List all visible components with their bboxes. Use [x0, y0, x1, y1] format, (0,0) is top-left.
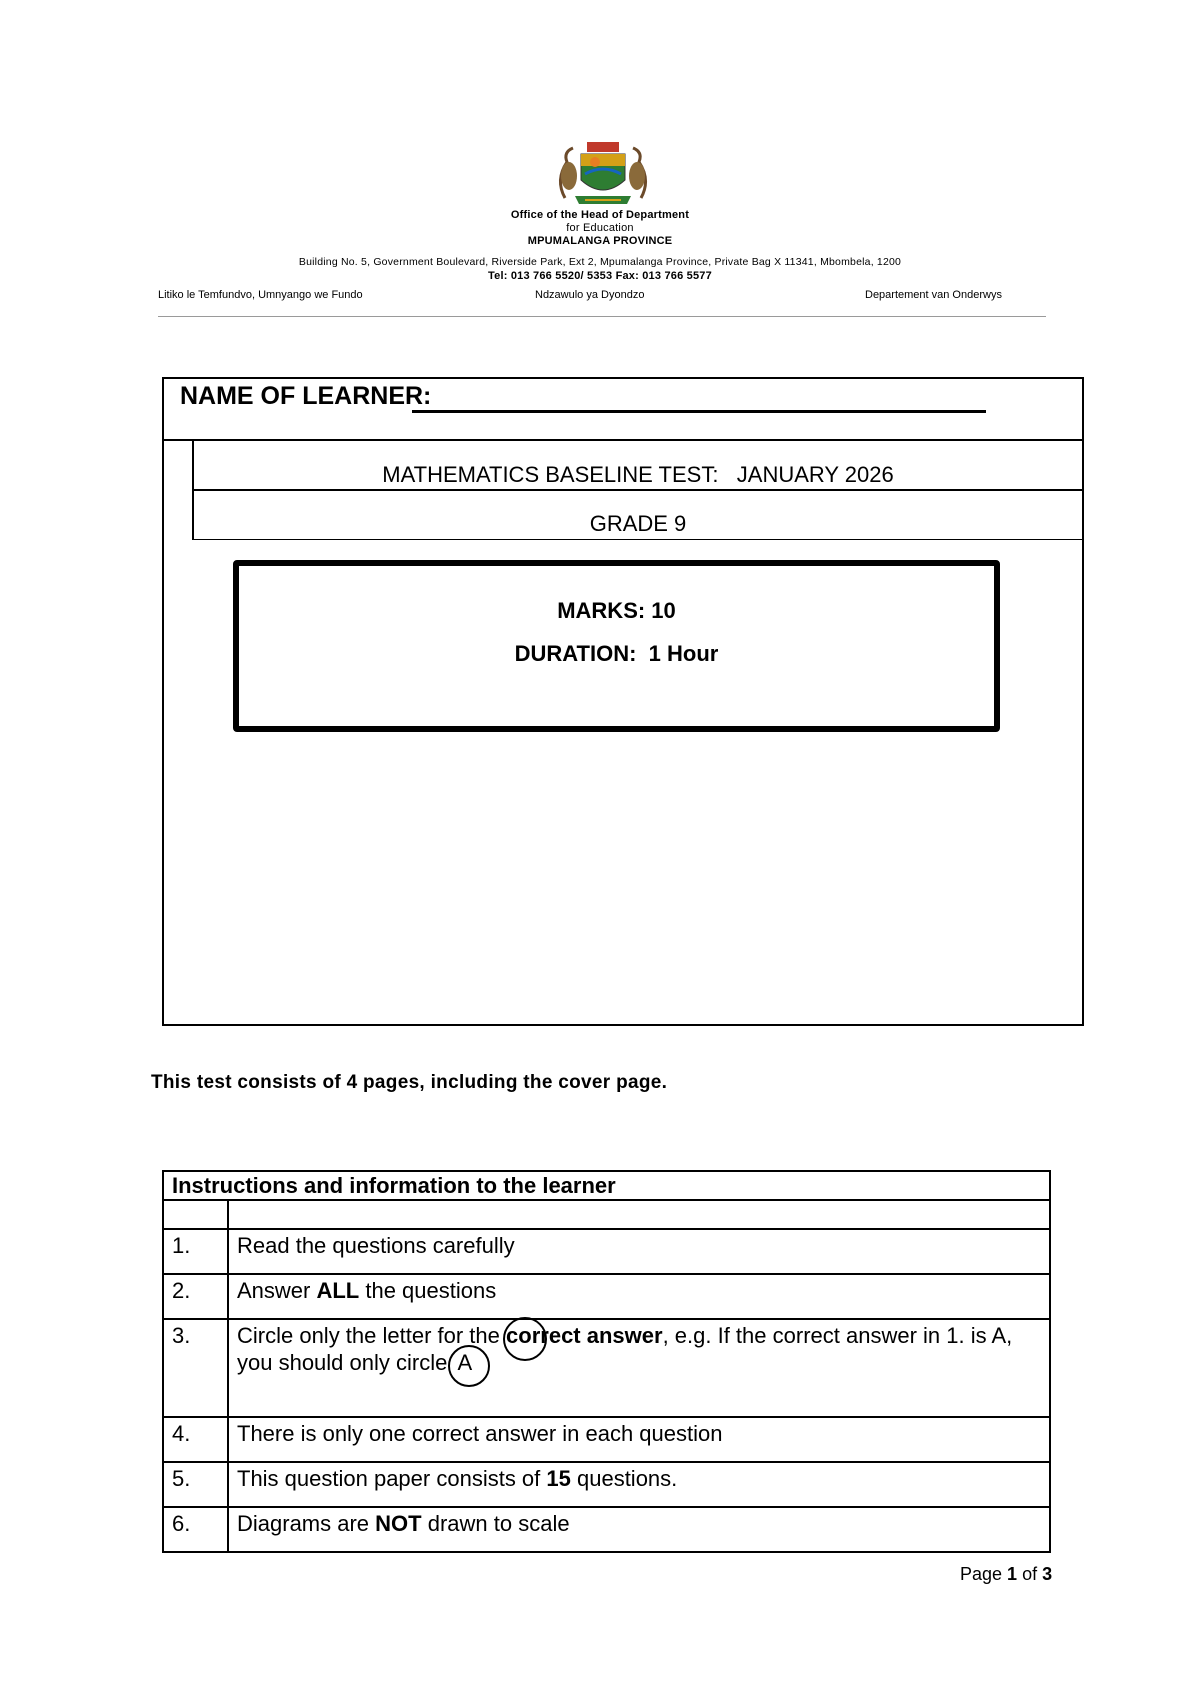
- table-cell-blank: [228, 1200, 1050, 1229]
- test-title-bottom-rule: [192, 539, 1084, 540]
- item-text-bold: NOT: [375, 1511, 422, 1536]
- item-number: 3.: [163, 1319, 228, 1417]
- item-number: 1.: [163, 1229, 228, 1274]
- item-text: Read the questions carefully: [228, 1229, 1050, 1274]
- item-text-bold: ALL: [316, 1278, 360, 1303]
- item-number: 2.: [163, 1274, 228, 1319]
- item-text: There is only one correct answer in each question: [228, 1417, 1050, 1462]
- item-text-post: , e.g. If the correct answer in 1. is A, you should only circle: [237, 1323, 1019, 1375]
- grade-label: GRADE 9: [589, 511, 687, 536]
- item-text-post: questions.: [570, 1466, 678, 1491]
- item-number: 5.: [163, 1462, 228, 1507]
- letterhead-contact: Tel: 013 766 5520/ 5353 Fax: 013 766 5577: [488, 270, 712, 282]
- table-row: [163, 1462, 1050, 1507]
- item-text-bold-circled-letter: c: [506, 1323, 519, 1348]
- instructions-heading: Instructions and information to the learner: [163, 1171, 1050, 1200]
- item-number: 4.: [163, 1417, 228, 1462]
- item-text-bold: orrect answer: [518, 1323, 663, 1348]
- footer-of: of: [1017, 1564, 1043, 1584]
- table-row: [163, 1417, 1050, 1462]
- instructions-header-row: [163, 1171, 1050, 1200]
- test-title-divider: [192, 489, 1084, 491]
- duration-value: DURATION: 1 Hour: [514, 641, 719, 666]
- item-text: [228, 1319, 1050, 1417]
- item-text-pre: Circle only the letter for the: [237, 1323, 507, 1348]
- instructions-table: [162, 1170, 1051, 1553]
- item-text-pre: Diagrams are: [237, 1511, 376, 1536]
- letterhead-language-right: Departement van Onderwys: [865, 289, 1002, 301]
- table-row: [163, 1507, 1050, 1552]
- table-row: [163, 1229, 1050, 1274]
- footer-page-number: 1: [1007, 1564, 1018, 1584]
- marks-value: MARKS: 10: [557, 598, 676, 623]
- item-text: [228, 1274, 1050, 1319]
- learner-name-label: NAME OF LEARNER:: [180, 382, 432, 410]
- item-number: 6.: [163, 1507, 228, 1552]
- item-text-pre: Answer: [237, 1278, 317, 1303]
- footer-total-pages: 3: [1042, 1564, 1053, 1584]
- item-text-post: the questions: [359, 1278, 497, 1303]
- letterhead-language-middle: Ndzawulo ya Dyondzo: [535, 289, 645, 301]
- letterhead-province: MPUMALANGA PROVINCE: [527, 235, 673, 247]
- table-row: [163, 1319, 1050, 1417]
- provincial-coat-of-arms: [545, 140, 661, 206]
- pages-note: This test consists of 4 pages, including the cover page.: [151, 1072, 668, 1093]
- letterhead-address: Building No. 5, Government Boulevard, Riverside Park, Ext 2, Mpumalanga Province, Private Bag X 11341, Mbombela, 1200: [298, 256, 902, 268]
- learner-name-line[interactable]: [412, 410, 986, 413]
- letterhead-for-education: for Education: [566, 222, 634, 234]
- item-text: [228, 1462, 1050, 1507]
- letterhead-language-left: Litiko le Temfundvo, Umnyango we Fundo: [158, 289, 363, 301]
- table-row: [163, 1274, 1050, 1319]
- letterhead-office: Office of the Head of Department: [510, 209, 690, 221]
- page-footer: [960, 1564, 1052, 1585]
- test-title: MATHEMATICS BASELINE TEST: JANUARY 2026: [382, 462, 894, 487]
- item-text-pre: This question paper consists of: [237, 1466, 547, 1491]
- table-row: [163, 1200, 1050, 1229]
- footer-prefix: Page: [960, 1564, 1008, 1584]
- item-text-bold: 15: [546, 1466, 571, 1491]
- item-text-post: drawn to scale: [421, 1511, 570, 1536]
- circled-example-answer: A: [453, 1349, 476, 1376]
- letterhead-rule: [158, 316, 1046, 317]
- item-text: [228, 1507, 1050, 1552]
- table-cell-blank: [163, 1200, 228, 1229]
